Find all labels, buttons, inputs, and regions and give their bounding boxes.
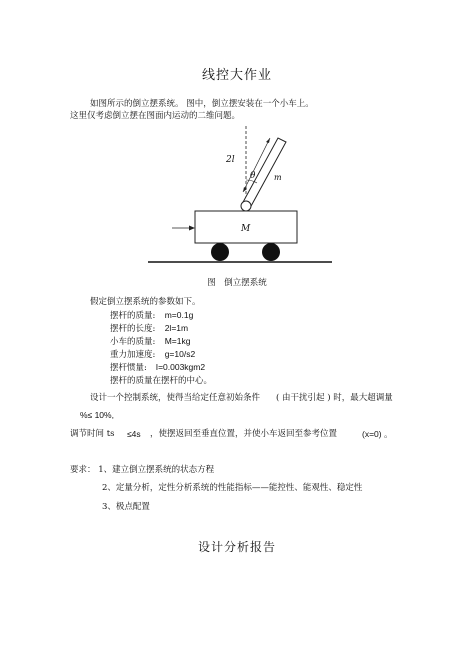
label-theta: θ <box>250 171 256 181</box>
param-label: 小车的质量: <box>110 337 156 347</box>
param-row <box>110 335 190 347</box>
param-label: 摆杆的长度: <box>110 324 156 334</box>
param-label: 重力加速度: <box>110 350 156 360</box>
requirement-2: 2、定量分析，定性分析系统的性能指标——能控性、能观性、稳定性 <box>102 483 363 493</box>
intro-line-1: 如图所示的倒立摆系统。 图中，倒立摆安装在一个小车上。 <box>90 99 314 109</box>
param-row <box>110 309 193 321</box>
design-line-3b: ≤4s <box>127 429 141 439</box>
design-line-3c: ，使摆返回至垂直位置，并使小车返回至参考位置 <box>150 429 338 439</box>
section-title: 设计分析报告 <box>197 540 276 554</box>
param-label: 摆杆的质量: <box>110 311 156 321</box>
requirement-1: 要求： 1、建立倒立摆系统的状态方程 <box>70 465 215 475</box>
design-line-1b: ( 由干扰引起 ) 时，最大超调量 <box>276 393 393 403</box>
param-row <box>110 361 205 373</box>
label-pendulum-mass: m <box>274 173 282 182</box>
param-value: M=1kg <box>164 336 191 346</box>
left-wheel <box>211 243 229 261</box>
param-value: g=10/s2 <box>164 349 196 359</box>
intro-line-2: 这里仅考虑倒立摆在图面内运动的二维问题。 <box>70 111 241 121</box>
force-arrow-head <box>189 226 195 231</box>
params-heading: 假定倒立摆系统的参数如下。 <box>90 297 201 307</box>
param-value: 2l=1m <box>164 323 189 333</box>
design-line-2: %≤ 10%, <box>80 410 114 420</box>
right-wheel <box>262 243 280 261</box>
design-line-1a: 设计一个控制系统，使得当给定任意初始条件 <box>90 393 261 403</box>
label-2l: 2l <box>226 155 235 165</box>
page-title: 线控大作业 <box>201 68 272 83</box>
design-line-3a: 调节时间 ts <box>70 429 115 439</box>
param-value: m=0.1g <box>164 310 194 320</box>
dimension-arrow-top <box>266 138 270 143</box>
design-line-3d: (x=0) 。 <box>362 429 393 439</box>
requirement-3: 3、极点配置 <box>102 502 150 512</box>
pivot-joint <box>241 201 251 211</box>
param-label: 摆杆惯量: <box>110 363 147 373</box>
param-value: I=0.003kgm2 <box>155 362 206 372</box>
param-row <box>110 348 195 360</box>
figure-caption: 图 倒立摆系统 <box>207 278 267 288</box>
param-row <box>110 322 188 334</box>
params-note: 摆杆的质量在摆杆的中心。 <box>110 376 213 386</box>
label-cart-mass: M <box>241 224 251 234</box>
inverted-pendulum-figure <box>140 118 340 270</box>
